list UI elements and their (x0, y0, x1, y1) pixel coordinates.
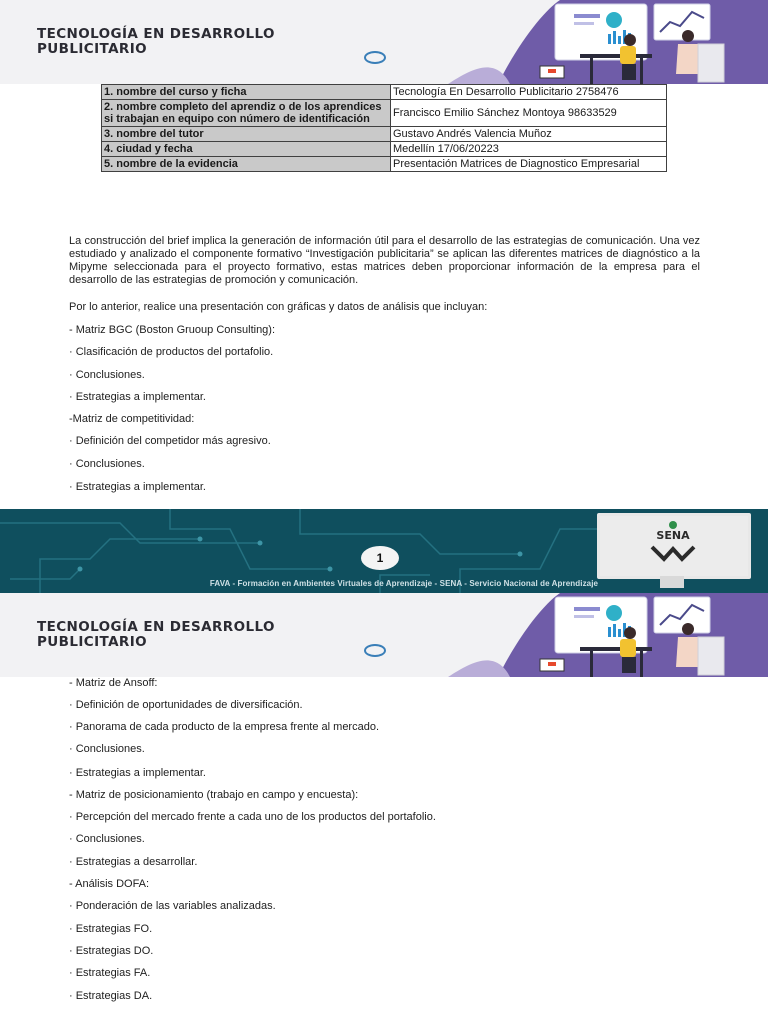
table-label: 3. nombre del tutor (102, 127, 391, 142)
footer-caption: FAVA - Formación en Ambientes Virtuales de Aprendizaje - SENA - Servicio Nacional de Aprendizaje (209, 579, 599, 588)
list-item: · Estrategias FA. (69, 967, 151, 979)
svg-text:SENA: SENA (656, 529, 690, 542)
table-label: 4. ciudad y fecha (102, 142, 391, 157)
list-item: · Definición de oportunidades de diversificación. (69, 699, 303, 711)
list-item: · Panorama de cada producto de la empresa frente al mercado. (69, 721, 380, 733)
table-row (102, 157, 667, 172)
list-item: · Estrategias a implementar. (69, 391, 206, 403)
list-item: - Análisis DOFA: (69, 878, 150, 890)
list-item: · Estrategias DA. (69, 990, 153, 1002)
list-item: · Estrategias DO. (69, 945, 154, 957)
table-row (102, 100, 667, 127)
list-item: · Estrategias FO. (69, 923, 153, 935)
list-item: · Estrategias a implementar. (69, 481, 206, 493)
list-item: · Conclusiones. (69, 833, 145, 845)
list-item: · Conclusiones. (69, 458, 145, 470)
table-row (102, 85, 667, 100)
list-item: - Matriz de posicionamiento (trabajo en campo y encuesta): (69, 789, 359, 801)
table-value: Presentación Matrices de Diagnostico Empresarial (391, 157, 667, 172)
table-row (102, 142, 667, 157)
list-item: · Clasificación de productos del portafolio. (69, 346, 274, 358)
document-title: TECNOLOGÍA EN DESARROLLO PUBLICITARIO (37, 619, 275, 650)
table-label: 1. nombre del curso y ficha (102, 85, 391, 100)
table-label: 2. nombre completo del aprendiz o de los aprendices si trabajan en equipo con número de identificación (102, 100, 391, 127)
course-info-table (101, 84, 667, 172)
list-item: · Percepción del mercado frente a cada uno de los productos del portafolio. (69, 811, 436, 823)
office-illustration (0, 593, 768, 677)
page-header-banner (0, 0, 768, 84)
table-value: Gustavo Andrés Valencia Muñoz (391, 127, 667, 142)
list-item: · Ponderación de las variables analizadas. (69, 900, 276, 912)
list-item: - Matriz de Ansoff: (69, 677, 158, 689)
list-item: · Conclusiones. (69, 369, 145, 381)
sena-logo (640, 519, 706, 567)
document-title: TECNOLOGÍA EN DESARROLLO PUBLICITARIO (37, 26, 275, 57)
table-value: Medellín 17/06/20223 (391, 142, 667, 157)
list-item: - Matriz BGC (Boston Gruoup Consulting): (69, 324, 276, 336)
table-value: Tecnología En Desarrollo Publicitario 2758476 (391, 85, 667, 100)
office-illustration (0, 0, 768, 84)
list-item: · Conclusiones. (69, 743, 145, 755)
table-row (102, 127, 667, 142)
table-value: Francisco Emilio Sánchez Montoya 98633529 (391, 100, 667, 127)
list-item: · Definición del competidor más agresivo. (69, 435, 271, 447)
list-item: -Matriz de competitividad: (69, 413, 195, 425)
list-item: · Estrategias a desarrollar. (69, 856, 198, 868)
page-header-banner (0, 593, 768, 677)
page-number: 1 (361, 546, 399, 570)
list-item: · Estrategias a implementar. (69, 767, 206, 779)
lead-sentence: Por lo anterior, realice una presentación con gráficas y datos de análisis que incluyan: (69, 301, 488, 313)
intro-paragraph: La construcción del brief implica la generación de información útil para el desarrollo de las estrategias de comunicación. Una vez estudiado y analizado el componente formativo “Investigación publicitaria” se aplican las diferentes matrices de diagnóstico a la Mipyme seleccionada para el proyecto formativo, estas matrices deben proporcionar información de la empresa para el desarrollo de las estrategias de promoción y comunicación. (69, 235, 700, 286)
table-label: 5. nombre de la evidencia (102, 157, 391, 172)
